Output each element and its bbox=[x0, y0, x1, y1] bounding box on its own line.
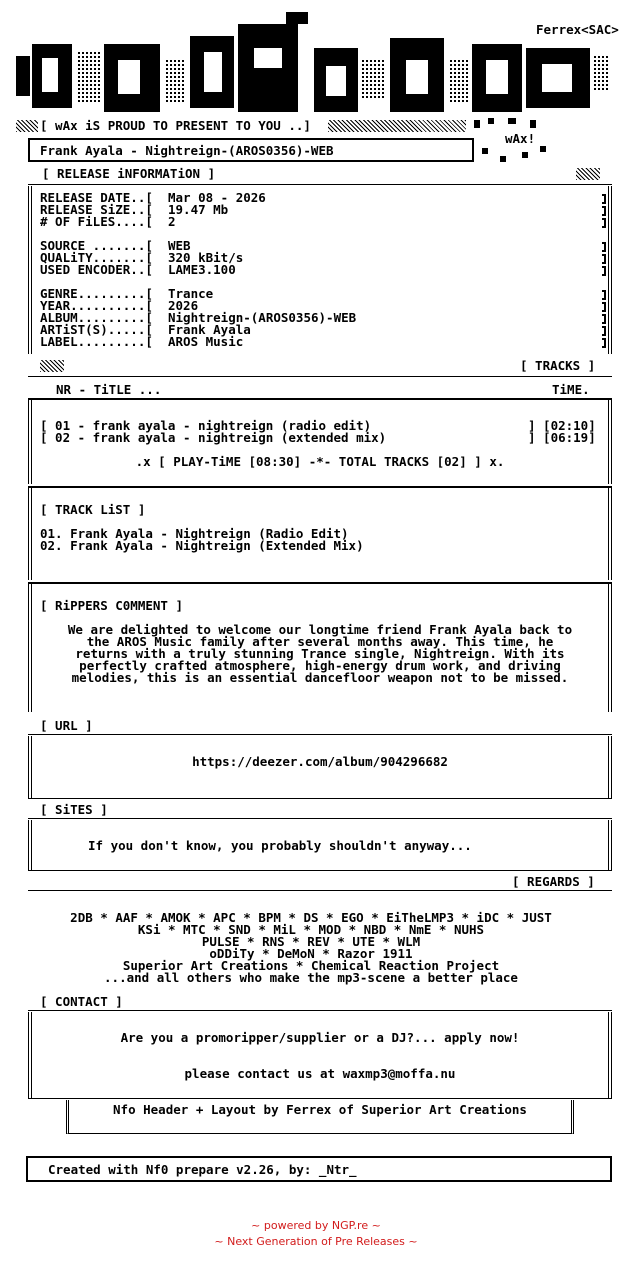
author-tag: Ferrex<SAC> bbox=[536, 22, 619, 37]
info-value-artist: Frank Ayala bbox=[168, 322, 251, 337]
hatch-decoration bbox=[576, 168, 600, 180]
footer-tagline: ~ Next Generation of Pre Releases ~ bbox=[214, 1235, 418, 1248]
info-label: SOURCE .......[ bbox=[40, 238, 153, 253]
url-label: [ URL ] bbox=[40, 718, 93, 733]
divider bbox=[28, 376, 612, 377]
sites-label: [ SiTES ] bbox=[40, 802, 108, 817]
info-value-encoder: LAME3.100 bbox=[168, 262, 236, 277]
regards-label: [ REGARDS ] bbox=[512, 874, 595, 889]
info-label: # OF FiLES....[ bbox=[40, 214, 153, 229]
sites-text: If you don't know, you probably shouldn't anyway... bbox=[88, 838, 472, 853]
comment-line: the AROS Music family after several months away. This time, he bbox=[86, 634, 554, 649]
info-label: ALBUM.........[ bbox=[40, 310, 153, 325]
comment-line: melodies, this is an essential dancefloor weapon not to be missed. bbox=[71, 670, 569, 685]
regards-line: KSi * MTC * SND * MiL * MOD * NBD * NmE * NUHS bbox=[137, 922, 485, 937]
track-row-02: [ 02 - frank ayala - nightreign (extended mix) bbox=[40, 430, 387, 445]
contact-email[interactable]: please contact us at waxmp3@moffa.nu bbox=[184, 1066, 456, 1081]
track-list-item: 01. Frank Ayala - Nightreign (Radio Edit) bbox=[40, 526, 349, 541]
contact-label: [ CONTACT ] bbox=[40, 994, 123, 1009]
tracks-label: [ TRACKS ] bbox=[520, 358, 596, 373]
track-row-01: [ 01 - frank ayala - nightreign (radio edit) bbox=[40, 418, 372, 433]
hatch-decoration bbox=[328, 120, 466, 132]
divider bbox=[28, 818, 612, 819]
release-info-label: [ RELEASE iNFORMATiON ] bbox=[42, 166, 216, 181]
wax-logo bbox=[14, 8, 620, 120]
hatch-decoration bbox=[16, 120, 38, 132]
regards-line: oDDiTy * DeMoN * Razor 1911 bbox=[209, 946, 413, 961]
powered-by: ~ powered by NGP.re ~ bbox=[251, 1219, 381, 1232]
track-time-02: ] [06:19] bbox=[528, 430, 596, 445]
info-value-release-size: 19.47 Mb bbox=[168, 202, 229, 217]
info-label: RELEASE SiZE..[ bbox=[40, 202, 153, 217]
track-list-label: [ TRACK LiST ] bbox=[40, 502, 146, 517]
info-label: YEAR..........[ bbox=[40, 298, 153, 313]
regards-line: PULSE * RNS * REV * UTE * WLM bbox=[201, 934, 421, 949]
wax-tag: wAx! bbox=[505, 131, 536, 146]
track-time-01: ] [02:10] bbox=[528, 418, 596, 433]
created-with: Created with Nf0 prepare v2.26, by: _Ntr_ bbox=[48, 1162, 357, 1177]
regards-line: 2DB * AAF * AMOK * APC * BPM * DS * EGO * EiTheLMP3 * iDC * JUST bbox=[70, 910, 552, 925]
tracks-summary: .x [ PLAY-TiME [08:30] -*- TOTAL TRACKS [02] ] x. bbox=[135, 454, 505, 469]
divider bbox=[28, 1010, 612, 1011]
info-value-file-count: 2 bbox=[168, 214, 176, 229]
proud-line: [ wAx iS PROUD TO PRESENT TO YOU ..] bbox=[40, 118, 311, 133]
regards-line: Superior Art Creations * Chemical Reaction Project bbox=[122, 958, 500, 973]
col-time: TiME. bbox=[552, 382, 590, 397]
divider bbox=[28, 184, 612, 185]
contact-line: Are you a promoripper/supplier or a DJ?... apply now! bbox=[120, 1030, 520, 1045]
comment-line: returns with a truly stunning Trance single, Nightreign. With its bbox=[75, 646, 565, 661]
release-title-box bbox=[28, 138, 474, 162]
info-label: GENRE.........[ bbox=[40, 286, 153, 301]
info-label: LABEL.........[ bbox=[40, 334, 153, 349]
comment-line: We are delighted to welcome our longtime friend Frank Ayala back to bbox=[67, 622, 573, 637]
url-link[interactable]: https://deezer.com/album/904296682 bbox=[192, 754, 448, 769]
hatch-decoration bbox=[40, 360, 64, 372]
info-value-album: Nightreign-(AROS0356)-WEB bbox=[168, 310, 357, 325]
regards-line: ...and all others who make the mp3-scene a better place bbox=[104, 970, 518, 985]
info-value-quality: 320 kBit/s bbox=[168, 250, 244, 265]
info-label: RELEASE DATE..[ bbox=[40, 190, 153, 205]
info-value-year: 2026 bbox=[168, 298, 199, 313]
contact-panel bbox=[28, 1012, 612, 1098]
info-value-release-date: Mar 08 - 2026 bbox=[168, 190, 266, 205]
info-label: USED ENCODER..[ bbox=[40, 262, 153, 277]
info-value-genre: Trance bbox=[168, 286, 214, 301]
divider bbox=[28, 870, 612, 871]
divider bbox=[28, 890, 612, 891]
info-label: ARTiST(S).....[ bbox=[40, 322, 153, 337]
info-label: QUALiTY.......[ bbox=[40, 250, 153, 265]
release-title: Frank Ayala - Nightreign-(AROS0356)-WEB bbox=[40, 143, 334, 158]
layout-credit: Nfo Header + Layout by Ferrex of Superior Art Creations bbox=[113, 1102, 527, 1117]
col-nr-title: NR - TiTLE ... bbox=[56, 382, 162, 397]
comment-label: [ RiPPERS C0MMENT ] bbox=[40, 598, 183, 613]
track-list-item: 02. Frank Ayala - Nightreign (Extended Mix) bbox=[40, 538, 364, 553]
info-value-label: AROS Music bbox=[168, 334, 244, 349]
divider bbox=[28, 798, 612, 799]
info-right-brackets bbox=[602, 192, 608, 348]
divider bbox=[28, 1098, 612, 1099]
info-value-source: WEB bbox=[168, 238, 191, 253]
divider bbox=[28, 734, 612, 735]
comment-line: perfectly crafted atmosphere, high-energy drum work, and driving bbox=[79, 658, 561, 673]
